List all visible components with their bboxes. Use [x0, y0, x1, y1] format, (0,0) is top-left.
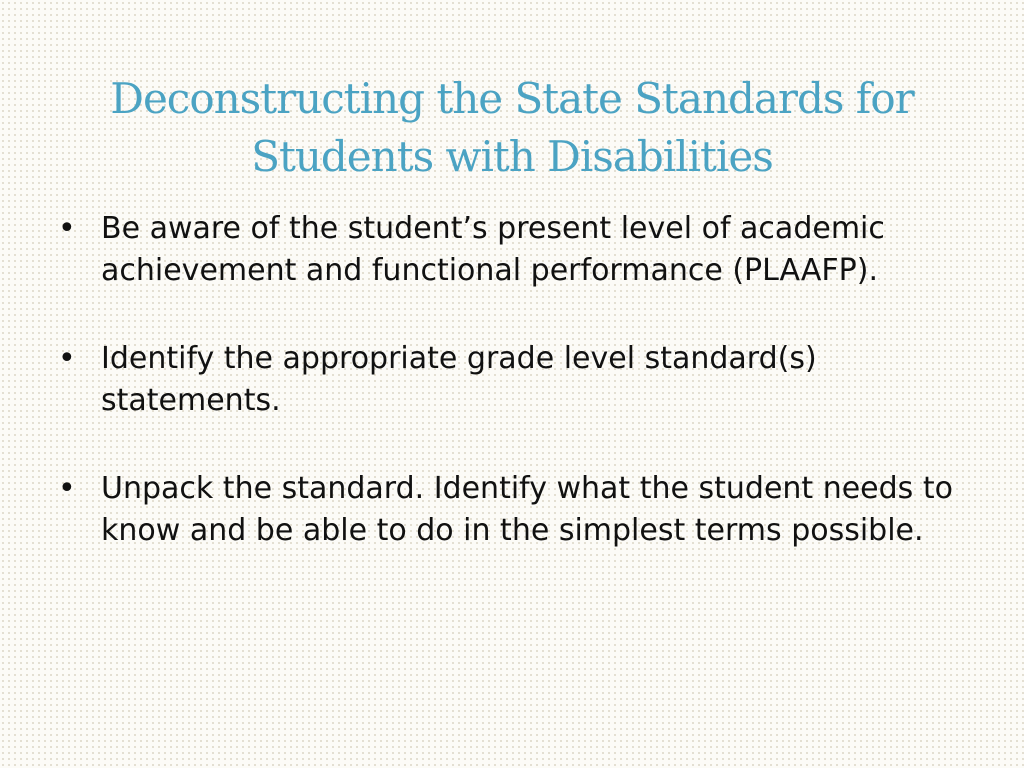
- bullet-text: Be aware of the student’s present level of academic achievement and functional performance (PLAAFP).: [101, 211, 885, 288]
- slide-title: Deconstructing the State Standards for Students with Disabilities: [110, 74, 914, 181]
- bullet-item: [58, 208, 958, 292]
- bullet-item: [58, 338, 958, 422]
- bullet-text: Unpack the standard. Identify what the student needs to know and be able to do in the simplest terms possible.: [101, 471, 953, 548]
- bullet-dot-icon: •: [58, 211, 76, 246]
- bullet-item: [58, 468, 958, 552]
- bullet-list: [58, 208, 958, 598]
- bullet-dot-icon: •: [58, 341, 76, 376]
- bullet-text: Identify the appropriate grade level standard(s) statements.: [101, 341, 817, 418]
- bullet-dot-icon: •: [58, 471, 76, 506]
